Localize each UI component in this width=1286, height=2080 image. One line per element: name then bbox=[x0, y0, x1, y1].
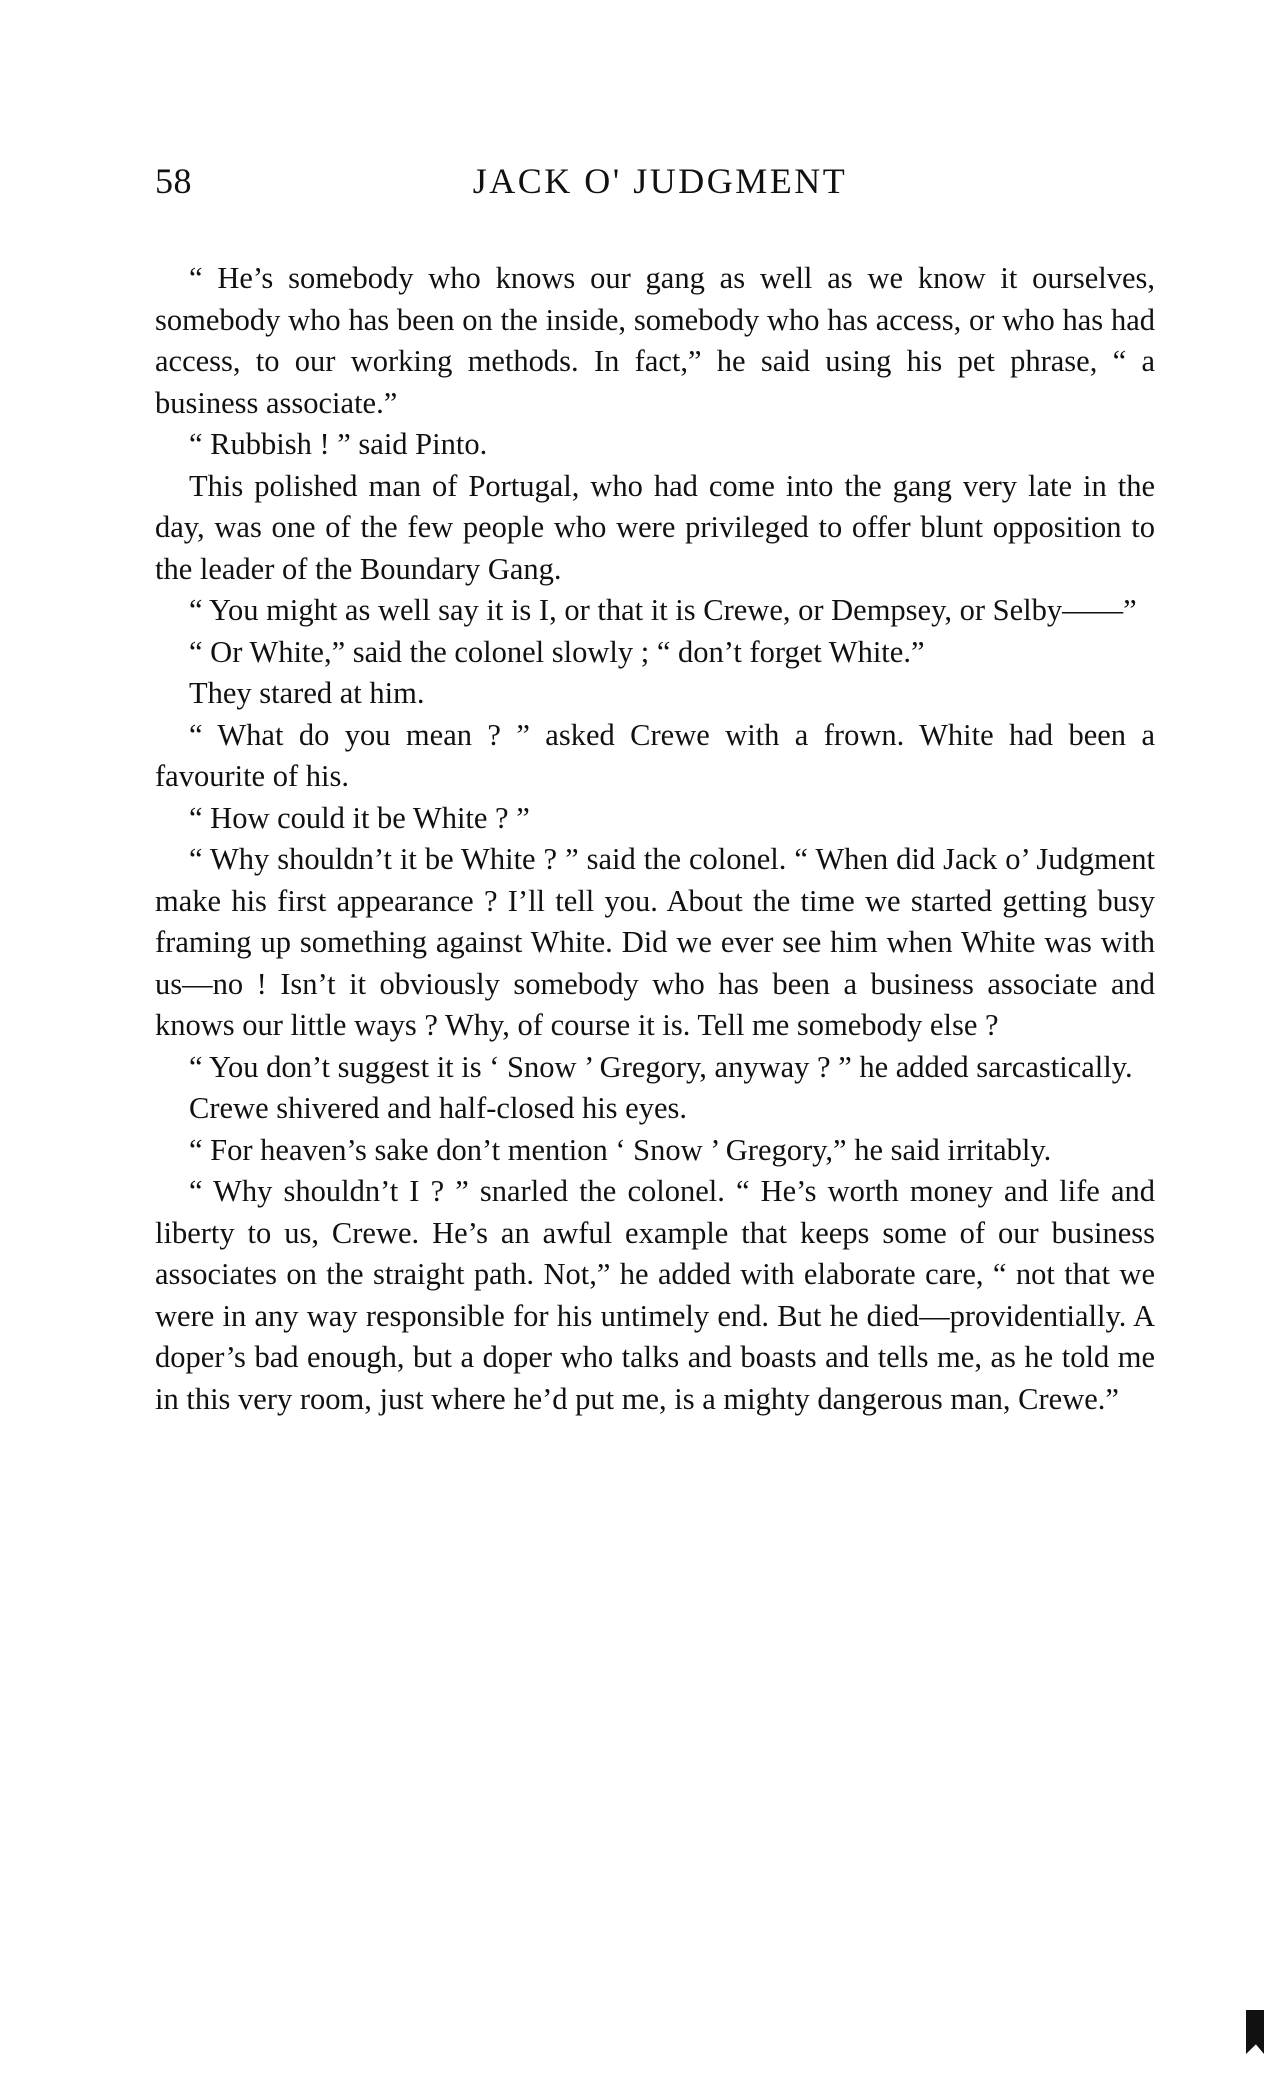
paragraph: “ What do you mean ? ” asked Crewe with a frown. White had been a favourite of his. bbox=[155, 717, 1155, 793]
paragraph: “ Why shouldn’t I ? ” snarled the colonel. “ He’s worth money and life and liberty to us, Crewe. He’s an awful example that keeps some of our business associates on the straight path. Not,” he added with elaborate care, “ not that we were in any way responsible for his untimely end. But he died—providentially. A doper’s bad enough, but a doper who talks and boasts and tells me, as he told me in this very room, just where he’d put me, is a mighty dangerous man, Crewe.” bbox=[155, 1174, 1155, 1416]
paragraph: “ He’s somebody who knows our gang as well as we know it ourselves, somebody who has been on the inside, somebody who has access, or who has had access, to our working methods. In fact,” he said using his pet phrase, “ a business associate.” bbox=[155, 261, 1155, 420]
paragraph: “ Or White,” said the colonel slowly ; “ don’t forget White.” bbox=[189, 634, 925, 669]
running-head-title: JACK O' JUDGMENT bbox=[472, 161, 848, 201]
paragraph: “ You might as well say it is I, or that it is Crewe, or Dempsey, or Selby——” bbox=[189, 593, 1137, 627]
paragraph: “ How could it be White ? ” bbox=[189, 800, 530, 835]
paragraph: They stared at him. bbox=[189, 676, 425, 710]
page-body-text bbox=[155, 258, 1155, 1420]
page-folio-number: 58 bbox=[155, 161, 192, 201]
paragraph: “ Why shouldn’t it be White ? ” said the colonel. “ When did Jack o’ Judgment make his first appearance ? I’ll tell you. About the time we started getting busy framing up something against White. Did we ever see him when White was with us—no ! Isn’t it obviously somebody who has been a business associate and knows our little ways ? Why, of course it is. Tell me somebody else ? bbox=[155, 842, 1155, 1042]
page-edge-mark-icon bbox=[1246, 2010, 1264, 2054]
paragraph: “ You don’t suggest it is ‘ Snow ’ Gregory, anyway ? ” he added sarcastically. bbox=[189, 1049, 1133, 1084]
paragraph: “ For heaven’s sake don’t mention ‘ Snow ’ Gregory,” he said irritably. bbox=[189, 1132, 1052, 1167]
paragraph: Crewe shivered and half-closed his eyes. bbox=[189, 1091, 687, 1125]
page-header bbox=[155, 160, 1115, 208]
paragraph: This polished man of Portugal, who had come into the gang very late in the day, was one of the few people who were privileged to offer blunt opposition to the leader of the Boundary Gang. bbox=[155, 468, 1155, 586]
paragraph: “ Rubbish ! ” said Pinto. bbox=[189, 427, 488, 461]
